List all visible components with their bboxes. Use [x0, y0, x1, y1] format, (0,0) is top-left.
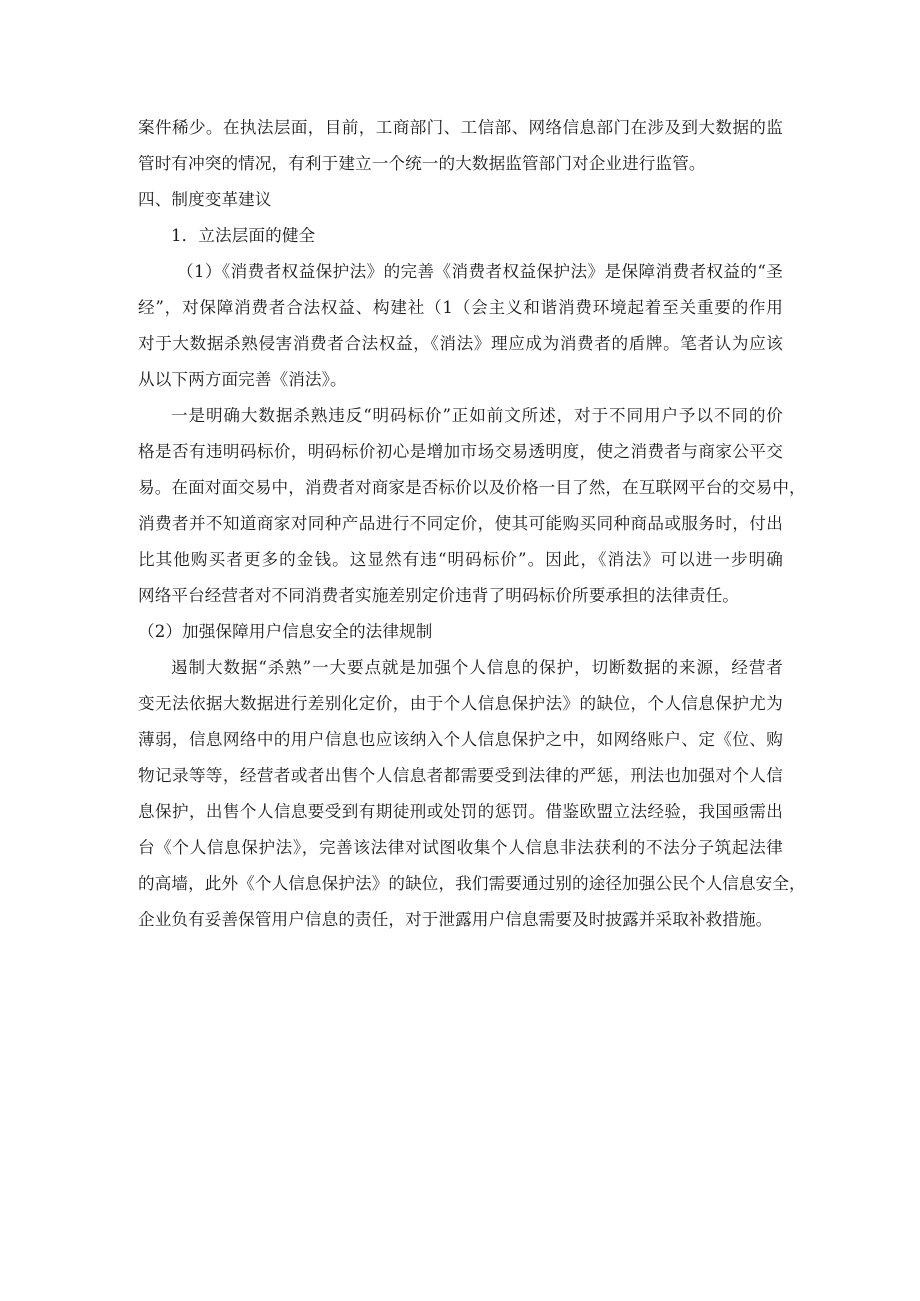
paragraph-line: 从以下两方面完善《消法》。 [138, 370, 347, 389]
paragraph-line: 息保护，出售个人信息要受到有期徒刑或处罚的惩罚。借鉴欧盟立法经验，我国亟需出 [138, 802, 783, 821]
paragraph-line: 经”，对保障消费者合法权益、构建社（1（会主义和谐消费环境起着至关重要的作用 [138, 298, 783, 317]
paragraph-line: 管时有冲突的情况，有利于建立一个统一的大数据监管部门对企业进行监管。 [138, 154, 706, 173]
paragraph-line: 易。在面对面交易中，消费者对商家是否标价以及价格一目了然，在互联网平台的交易中， [138, 478, 806, 497]
paragraph-line: 企业负有妥善保管用户信息的责任，对于泄露用户信息需要及时披露并采取补救措施。 [138, 910, 773, 929]
paragraph-line: 对于大数据杀熟侵害消费者合法权益，《消法》理应成为消费者的盾牌。笔者认为应该 [138, 334, 783, 353]
paragraph-line: 格是否有违明码标价，明码标价初心是增加市场交易透明度，使之消费者与商家公平交 [138, 442, 783, 461]
paragraph-line: 案件稀少。在执法层面，目前，工商部门、工信部、网络信息部门在涉及到大数据的监 [138, 118, 783, 137]
paragraph-line: 物记录等等，经营者或者出售个人信息者都需要受到法律的严惩，刑法也加强对个人信 [138, 766, 783, 785]
paragraph-line: 台《个人信息保护法》，完善该法律对试图收集个人信息非法获利的不法分子筑起法律 [138, 838, 783, 857]
paragraph-line: 薄弱，信息网络中的用户信息也应该纳入个人信息保护之中，如网络账户、定《位、购 [138, 730, 783, 749]
section-heading: 四、制度变革建议 [138, 190, 272, 209]
paragraph-line: 网络平台经营者对不同消费者实施差别定价违背了明码标价所要承担的法律责任。 [138, 586, 739, 605]
paragraph-line: 遏制大数据“杀熟”一大要点就是加强个人信息的保护，切断数据的来源，经营者 [171, 658, 783, 677]
paragraph-line: （1）《消费者权益保护法》的完善《消费者权益保护法》是保障消费者权益的“圣 [177, 262, 783, 281]
paragraph-line: 变无法依据大数据进行差别化定价，由于个人信息保护法》的缺位，个人信息保护尤为 [138, 694, 783, 713]
paragraph-line: 一是明确大数据杀熟违反“明码标价”正如前文所述，对于不同用户予以不同的价 [171, 406, 783, 425]
subsection-heading: （2）加强保障用户信息安全的法律规制 [138, 622, 433, 641]
paragraph-line: 消费者并不知道商家对同种产品进行不同定价，使其可能购买同种商品或服务时，付出 [138, 514, 783, 533]
paragraph-line: 比其他购买者更多的金钱。这显然有违“明码标价”。因此，《消法》可以进一步明确 [138, 550, 783, 569]
paragraph-line: 的高墙，此外《个人信息保护法》的缺位，我们需要通过别的途径加强公民个人信息安全， [138, 874, 806, 893]
subsection-heading: 1．立法层面的健全 [171, 226, 316, 245]
